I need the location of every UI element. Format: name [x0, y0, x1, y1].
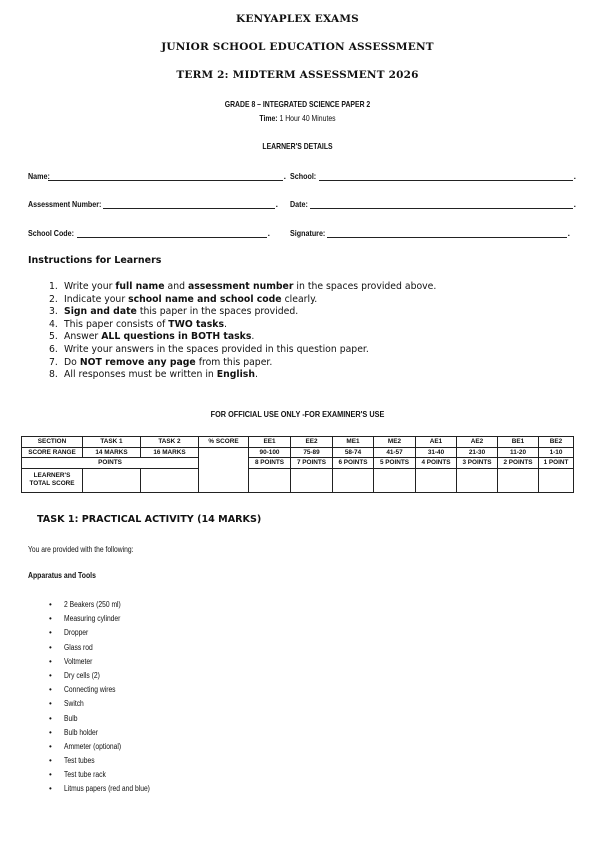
score-range-label: SCORE RANGE — [22, 447, 83, 458]
bullet-icon: • — [49, 656, 52, 666]
points-cell: 4 POINTS — [416, 458, 457, 469]
assessment-number-label: Assessment Number: — [28, 199, 102, 209]
task2-marks: 16 MARKS — [141, 447, 199, 458]
instruction-number: 8. — [49, 369, 58, 381]
points-cell: 6 POINTS — [333, 458, 374, 469]
range-cell: 21-30 — [457, 447, 498, 458]
school-code-dot: . — [267, 228, 270, 238]
apparatus-item: Test tube rack — [64, 770, 106, 780]
points-cell: 2 POINTS — [498, 458, 539, 469]
bullet-icon: • — [49, 600, 52, 609]
date-label: Date: — [290, 199, 308, 209]
list-item — [49, 344, 436, 357]
org-title: KENYAPLEX EXAMS — [236, 13, 359, 25]
instruction-emphasis: TWO tasks — [168, 318, 224, 330]
bullet-icon: • — [49, 741, 52, 751]
bullet-icon: • — [49, 713, 52, 723]
blank-cell[interactable] — [457, 468, 498, 492]
task2-score-cell[interactable] — [141, 468, 199, 492]
points-label: POINTS — [22, 458, 199, 469]
blank-cell[interactable] — [416, 468, 457, 492]
apparatus-item: Bulb — [64, 713, 78, 723]
table-row — [22, 458, 574, 469]
instruction-emphasis: Sign and date — [64, 306, 137, 318]
blank-cell[interactable] — [539, 468, 574, 492]
instruction-number: 5. — [49, 331, 58, 343]
table-row — [22, 468, 574, 492]
instruction-text: . — [224, 318, 227, 330]
school-code-line[interactable] — [77, 228, 267, 238]
points-cell: 3 POINTS — [457, 458, 498, 469]
date-dot: . — [573, 199, 576, 209]
learner-details-title: LEARNER'S DETAILS — [262, 141, 333, 151]
instruction-text: in the spaces provided above. — [293, 281, 437, 292]
level-header: EE2 — [291, 437, 333, 448]
apparatus-item: Switch — [64, 699, 84, 709]
code-signature-row — [28, 228, 576, 242]
name-dot: . — [283, 171, 286, 181]
list-item — [49, 294, 436, 307]
signature-label: Signature: — [290, 228, 326, 238]
assessment-number-line[interactable] — [103, 199, 274, 209]
signature-line[interactable] — [327, 228, 567, 238]
instruction-text: and — [164, 281, 188, 292]
apparatus-item: Ammeter (optional) — [64, 741, 122, 751]
points-cell: 8 POINTS — [249, 458, 291, 469]
apparatus-item: Voltmeter — [64, 656, 93, 666]
name-label: Name: — [28, 171, 50, 181]
date-line[interactable] — [310, 199, 572, 209]
instruction-number: 3. — [49, 306, 58, 318]
date-field[interactable] — [290, 199, 576, 209]
instruction-emphasis: English — [216, 369, 255, 381]
bullet-icon: • — [49, 784, 52, 794]
level-header: AE1 — [416, 437, 457, 448]
bullet-icon: • — [49, 670, 52, 680]
instruction-text: . — [251, 331, 255, 343]
bullet-icon: • — [49, 642, 52, 652]
points-cell: 1 POINT — [539, 458, 574, 469]
instruction-emphasis: NOT remove any page — [79, 356, 196, 368]
blank-cell[interactable] — [333, 468, 374, 492]
instruction-emphasis: assessment number — [187, 281, 294, 292]
blank-cell[interactable] — [291, 468, 333, 492]
pct-score-header: % SCORE — [199, 437, 249, 448]
bullet-icon: • — [49, 628, 52, 638]
time-line — [54, 113, 542, 123]
instruction-text: Write your — [64, 281, 116, 292]
instruction-number: 4. — [49, 318, 58, 330]
bullet-icon: • — [49, 685, 52, 695]
instruction-text: This paper consists of — [64, 318, 169, 330]
level-header: EE1 — [249, 437, 291, 448]
apparatus-item: Measuring cylinder — [64, 614, 121, 624]
task1-header: TASK 1 — [83, 437, 141, 448]
school-code-field[interactable] — [28, 228, 270, 238]
instruction-text: . — [254, 369, 258, 381]
bullet-icon: • — [49, 770, 52, 780]
name-line[interactable] — [48, 171, 283, 181]
blank-cell[interactable] — [498, 468, 539, 492]
level-header: ME1 — [333, 437, 374, 448]
level-header: AE2 — [457, 437, 498, 448]
range-cell: 58-74 — [333, 447, 374, 458]
apparatus-title: Apparatus and Tools — [28, 571, 96, 580]
learner-total-label — [22, 468, 83, 492]
apparatus-item: Bulb holder — [64, 727, 99, 737]
instruction-text: Write your answers in the spaces provided in this question paper. — [64, 343, 369, 355]
name-field[interactable] — [28, 171, 286, 181]
apparatus-item: Test tubes — [64, 756, 95, 766]
range-cell: 75-89 — [291, 447, 333, 458]
task1-score-cell[interactable] — [83, 468, 141, 492]
score-table — [21, 436, 574, 493]
name-school-row — [28, 171, 576, 185]
bullet-icon: • — [49, 699, 52, 709]
bullet-icon: • — [49, 727, 52, 737]
points-cell: 7 POINTS — [291, 458, 333, 469]
official-use-title: FOR OFFICIAL USE ONLY -FOR EXAMINER'S USE — [210, 409, 385, 419]
assessment-number-dot: . — [275, 199, 278, 209]
term-title: TERM 2: MIDTERM ASSESSMENT 2026 — [176, 69, 419, 81]
apparatus-item: Glass rod — [64, 642, 93, 652]
bullet-icon: • — [49, 756, 52, 766]
apparatus-item: 2 Beakers (250 ml) — [64, 600, 121, 609]
range-cell: 31-40 — [416, 447, 457, 458]
range-cell: 11-20 — [498, 447, 539, 458]
time-label: Time: — [259, 113, 278, 123]
school-field[interactable] — [290, 171, 576, 181]
instructions-list — [49, 281, 436, 382]
range-cell: 90-100 — [249, 447, 291, 458]
table-row — [22, 447, 574, 458]
signature-dot: . — [567, 228, 570, 238]
instruction-text: Do — [64, 356, 80, 368]
list-item — [49, 281, 436, 294]
learner-total-label-line2: TOTAL SCORE — [29, 480, 75, 487]
signature-field[interactable] — [290, 228, 570, 238]
assessment-number-field[interactable] — [28, 199, 278, 209]
instruction-text: Indicate your — [64, 293, 129, 305]
instruction-text: Answer — [64, 331, 102, 343]
pct-score-cell[interactable] — [199, 447, 249, 492]
learner-total-label-line1: LEARNER'S — [33, 472, 71, 479]
school-label: School: — [290, 171, 317, 181]
task2-header: TASK 2 — [141, 437, 199, 448]
assessment-title: JUNIOR SCHOOL EDUCATION ASSESSMENT — [161, 41, 434, 53]
instruction-number: 2. — [49, 293, 58, 305]
list-item — [49, 306, 436, 319]
instruction-emphasis: ALL questions in BOTH tasks — [101, 331, 252, 343]
apparatus-item: Connecting wires — [64, 685, 116, 695]
instruction-text: All responses must be written in — [64, 369, 217, 381]
instruction-number: 7. — [49, 356, 58, 368]
instruction-text: clearly. — [281, 293, 318, 305]
section-header: SECTION — [22, 437, 83, 448]
time-value: 1 Hour 40 Minutes — [279, 113, 336, 123]
instruction-number: 1. — [49, 281, 58, 292]
level-header: BE2 — [539, 437, 574, 448]
range-cell: 1-10 — [539, 447, 574, 458]
list-item — [49, 357, 436, 370]
list-item — [49, 331, 436, 344]
paper-title: GRADE 8 – INTEGRATED SCIENCE PAPER 2 — [224, 99, 371, 109]
instruction-text: this paper in the spaces provided. — [136, 306, 299, 318]
list-item — [49, 369, 436, 382]
school-code-label: School Code: — [28, 228, 75, 238]
blank-cell[interactable] — [374, 468, 416, 492]
school-dot: . — [573, 171, 576, 181]
instruction-emphasis: full name — [115, 281, 165, 292]
list-item — [49, 319, 436, 332]
level-header: BE1 — [498, 437, 539, 448]
instruction-number: 6. — [49, 343, 58, 355]
level-header: ME2 — [374, 437, 416, 448]
points-cell: 5 POINTS — [374, 458, 416, 469]
blank-cell[interactable] — [249, 468, 291, 492]
instruction-text: from this paper. — [195, 356, 273, 368]
assessment-date-row — [28, 199, 576, 213]
instruction-emphasis: school name and school code — [128, 293, 282, 305]
task1-marks: 14 MARKS — [83, 447, 141, 458]
school-line[interactable] — [319, 171, 572, 181]
table-row — [22, 437, 574, 448]
range-cell: 41-57 — [374, 447, 416, 458]
bullet-icon: • — [49, 614, 52, 624]
apparatus-item: Dry cells (2) — [64, 670, 100, 680]
apparatus-item: Litmus papers (red and blue) — [64, 784, 150, 794]
provided-text: You are provided with the following: — [28, 545, 134, 554]
instructions-title: Instructions for Learners — [28, 255, 162, 266]
apparatus-item: Dropper — [64, 628, 89, 638]
task1-title: TASK 1: PRACTICAL ACTIVITY (14 MARKS) — [37, 514, 262, 525]
